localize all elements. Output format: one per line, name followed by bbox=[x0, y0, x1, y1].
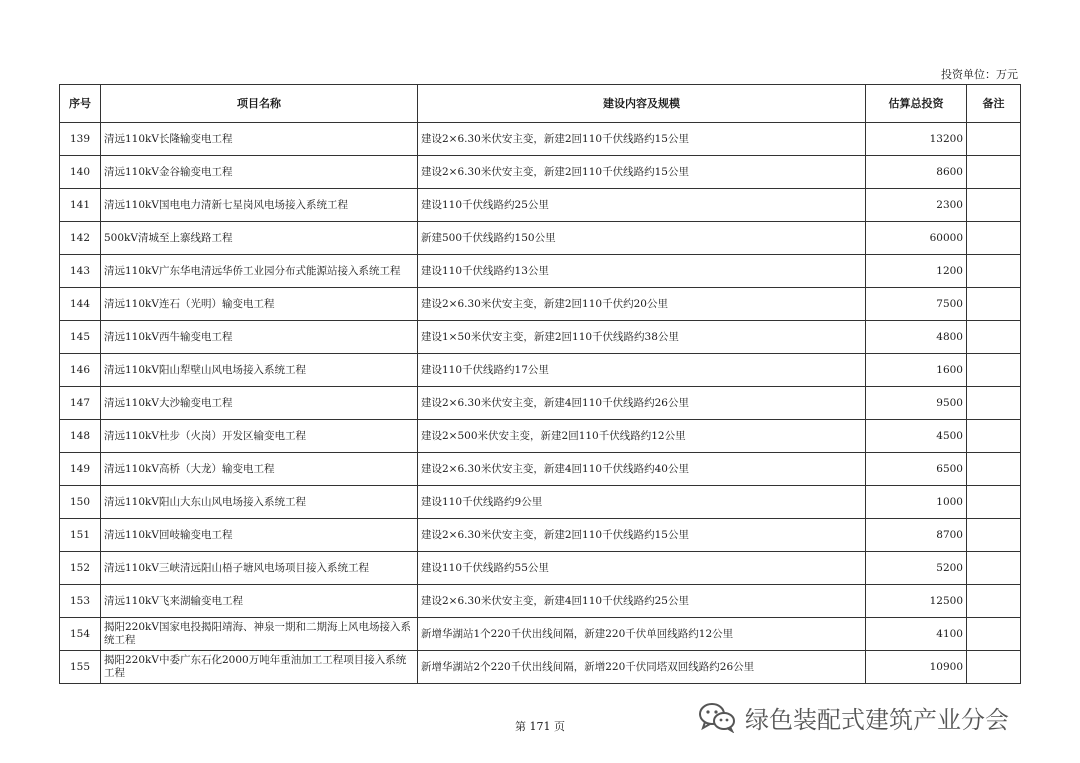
watermark bbox=[697, 697, 1009, 737]
row-amount: 1000 bbox=[866, 486, 967, 519]
row-content: 新建500千伏线路约150公里 bbox=[418, 222, 866, 255]
row-name: 清远110kV高桥（大龙）输变电工程 bbox=[101, 453, 418, 486]
row-remark bbox=[967, 288, 1021, 321]
header-content: 建设内容及规模 bbox=[418, 85, 866, 123]
row-content: 建设110千伏线路约25公里 bbox=[418, 189, 866, 222]
header-remark: 备注 bbox=[967, 85, 1021, 123]
row-index: 143 bbox=[60, 255, 101, 288]
row-name: 清远110kV长隆输变电工程 bbox=[101, 123, 418, 156]
row-content: 建设2×6.30米伏安主变，新建2回110千伏约20公里 bbox=[418, 288, 866, 321]
row-name: 清远110kV广东华电清远华侨工业园分布式能源站接入系统工程 bbox=[101, 255, 418, 288]
row-remark bbox=[967, 552, 1021, 585]
row-index: 152 bbox=[60, 552, 101, 585]
row-remark bbox=[967, 255, 1021, 288]
table-row bbox=[60, 321, 1021, 354]
row-index: 154 bbox=[60, 618, 101, 651]
row-content: 建设110千伏线路约17公里 bbox=[418, 354, 866, 387]
unit-note: 投资单位：万元 bbox=[941, 68, 1018, 81]
table-row bbox=[60, 453, 1021, 486]
table-row bbox=[60, 552, 1021, 585]
row-index: 155 bbox=[60, 651, 101, 684]
row-amount: 8600 bbox=[866, 156, 967, 189]
row-name: 清远110kV三峡清远阳山梧子塘风电场项目接入系统工程 bbox=[101, 552, 418, 585]
row-remark bbox=[967, 585, 1021, 618]
row-index: 144 bbox=[60, 288, 101, 321]
row-name: 清远110kV大沙输变电工程 bbox=[101, 387, 418, 420]
row-amount: 60000 bbox=[866, 222, 967, 255]
row-remark bbox=[967, 123, 1021, 156]
row-content: 新增华湖站2个220千伏出线间隔，新增220千伏同塔双回线路约26公里 bbox=[418, 651, 866, 684]
row-index: 148 bbox=[60, 420, 101, 453]
row-name: 清远110kV金谷输变电工程 bbox=[101, 156, 418, 189]
table-row bbox=[60, 618, 1021, 651]
row-index: 139 bbox=[60, 123, 101, 156]
table-row bbox=[60, 387, 1021, 420]
row-index: 149 bbox=[60, 453, 101, 486]
watermark-text: 绿色装配式建筑产业分会 bbox=[745, 705, 1009, 734]
page-number: 第 171 页 bbox=[515, 720, 565, 733]
row-amount: 13200 bbox=[866, 123, 967, 156]
table-row bbox=[60, 255, 1021, 288]
row-index: 146 bbox=[60, 354, 101, 387]
table-row bbox=[60, 420, 1021, 453]
row-amount: 12500 bbox=[866, 585, 967, 618]
row-name: 清远110kV阳山大东山风电场接入系统工程 bbox=[101, 486, 418, 519]
row-name: 500kV清城至上寨线路工程 bbox=[101, 222, 418, 255]
table-row bbox=[60, 651, 1021, 684]
row-name: 清远110kV飞来湖输变电工程 bbox=[101, 585, 418, 618]
row-name: 揭阳220kV国家电投揭阳靖海、神泉一期和二期海上风电场接入系统工程 bbox=[101, 618, 418, 651]
row-index: 153 bbox=[60, 585, 101, 618]
row-content: 建设2×6.30米伏安主变，新建2回110千伏线路约15公里 bbox=[418, 123, 866, 156]
row-remark bbox=[967, 453, 1021, 486]
row-amount: 4800 bbox=[866, 321, 967, 354]
row-index: 145 bbox=[60, 321, 101, 354]
header-amount: 估算总投资 bbox=[866, 85, 967, 123]
row-index: 150 bbox=[60, 486, 101, 519]
row-name: 清远110kV连石（光明）输变电工程 bbox=[101, 288, 418, 321]
row-amount: 5200 bbox=[866, 552, 967, 585]
row-name: 清远110kV杜步（火岗）开发区输变电工程 bbox=[101, 420, 418, 453]
row-remark bbox=[967, 354, 1021, 387]
project-table bbox=[59, 84, 1021, 684]
row-remark bbox=[967, 156, 1021, 189]
row-name: 清远110kV阳山犁壁山风电场接入系统工程 bbox=[101, 354, 418, 387]
row-name: 清远110kV国电电力清新七星岗风电场接入系统工程 bbox=[101, 189, 418, 222]
row-content: 建设110千伏线路约55公里 bbox=[418, 552, 866, 585]
table-row bbox=[60, 354, 1021, 387]
row-remark bbox=[967, 189, 1021, 222]
row-content: 建设110千伏线路约13公里 bbox=[418, 255, 866, 288]
row-content: 建设2×6.30米伏安主变，新建4回110千伏线路约40公里 bbox=[418, 453, 866, 486]
row-content: 建设1×50米伏安主变，新建2回110千伏线路约38公里 bbox=[418, 321, 866, 354]
row-content: 建设2×6.30米伏安主变，新建2回110千伏线路约15公里 bbox=[418, 156, 866, 189]
table-row bbox=[60, 585, 1021, 618]
row-remark bbox=[967, 387, 1021, 420]
row-index: 140 bbox=[60, 156, 101, 189]
header-name: 项目名称 bbox=[101, 85, 418, 123]
table-row bbox=[60, 288, 1021, 321]
row-amount: 1200 bbox=[866, 255, 967, 288]
row-remark bbox=[967, 321, 1021, 354]
row-remark bbox=[967, 519, 1021, 552]
wechat-icon bbox=[697, 701, 737, 733]
row-amount: 6500 bbox=[866, 453, 967, 486]
row-remark bbox=[967, 651, 1021, 684]
row-index: 141 bbox=[60, 189, 101, 222]
row-amount: 10900 bbox=[866, 651, 967, 684]
header-index: 序号 bbox=[60, 85, 101, 123]
row-index: 151 bbox=[60, 519, 101, 552]
row-amount: 7500 bbox=[866, 288, 967, 321]
row-name: 揭阳220kV中委广东石化2000万吨年重油加工工程项目接入系统工程 bbox=[101, 651, 418, 684]
table-row bbox=[60, 222, 1021, 255]
row-amount: 9500 bbox=[866, 387, 967, 420]
table-row bbox=[60, 486, 1021, 519]
row-amount: 4500 bbox=[866, 420, 967, 453]
row-content: 建设110千伏线路约9公里 bbox=[418, 486, 866, 519]
row-remark bbox=[967, 618, 1021, 651]
row-amount: 8700 bbox=[866, 519, 967, 552]
table-row bbox=[60, 519, 1021, 552]
row-content: 建设2×6.30米伏安主变，新建4回110千伏线路约25公里 bbox=[418, 585, 866, 618]
row-content: 建设2×6.30米伏安主变，新建2回110千伏线路约15公里 bbox=[418, 519, 866, 552]
table-row bbox=[60, 156, 1021, 189]
row-amount: 2300 bbox=[866, 189, 967, 222]
table-header-row bbox=[60, 85, 1021, 123]
row-remark bbox=[967, 486, 1021, 519]
row-remark bbox=[967, 420, 1021, 453]
row-content: 建设2×6.30米伏安主变，新建4回110千伏线路约26公里 bbox=[418, 387, 866, 420]
row-amount: 1600 bbox=[866, 354, 967, 387]
row-content: 新增华湖站1个220千伏出线间隔，新建220千伏单回线路约12公里 bbox=[418, 618, 866, 651]
row-content: 建设2×500米伏安主变，新建2回110千伏线路约12公里 bbox=[418, 420, 866, 453]
row-remark bbox=[967, 222, 1021, 255]
table-row bbox=[60, 123, 1021, 156]
row-index: 147 bbox=[60, 387, 101, 420]
row-name: 清远110kV西牛输变电工程 bbox=[101, 321, 418, 354]
table-row bbox=[60, 189, 1021, 222]
row-index: 142 bbox=[60, 222, 101, 255]
row-amount: 4100 bbox=[866, 618, 967, 651]
row-name: 清远110kV回岐输变电工程 bbox=[101, 519, 418, 552]
